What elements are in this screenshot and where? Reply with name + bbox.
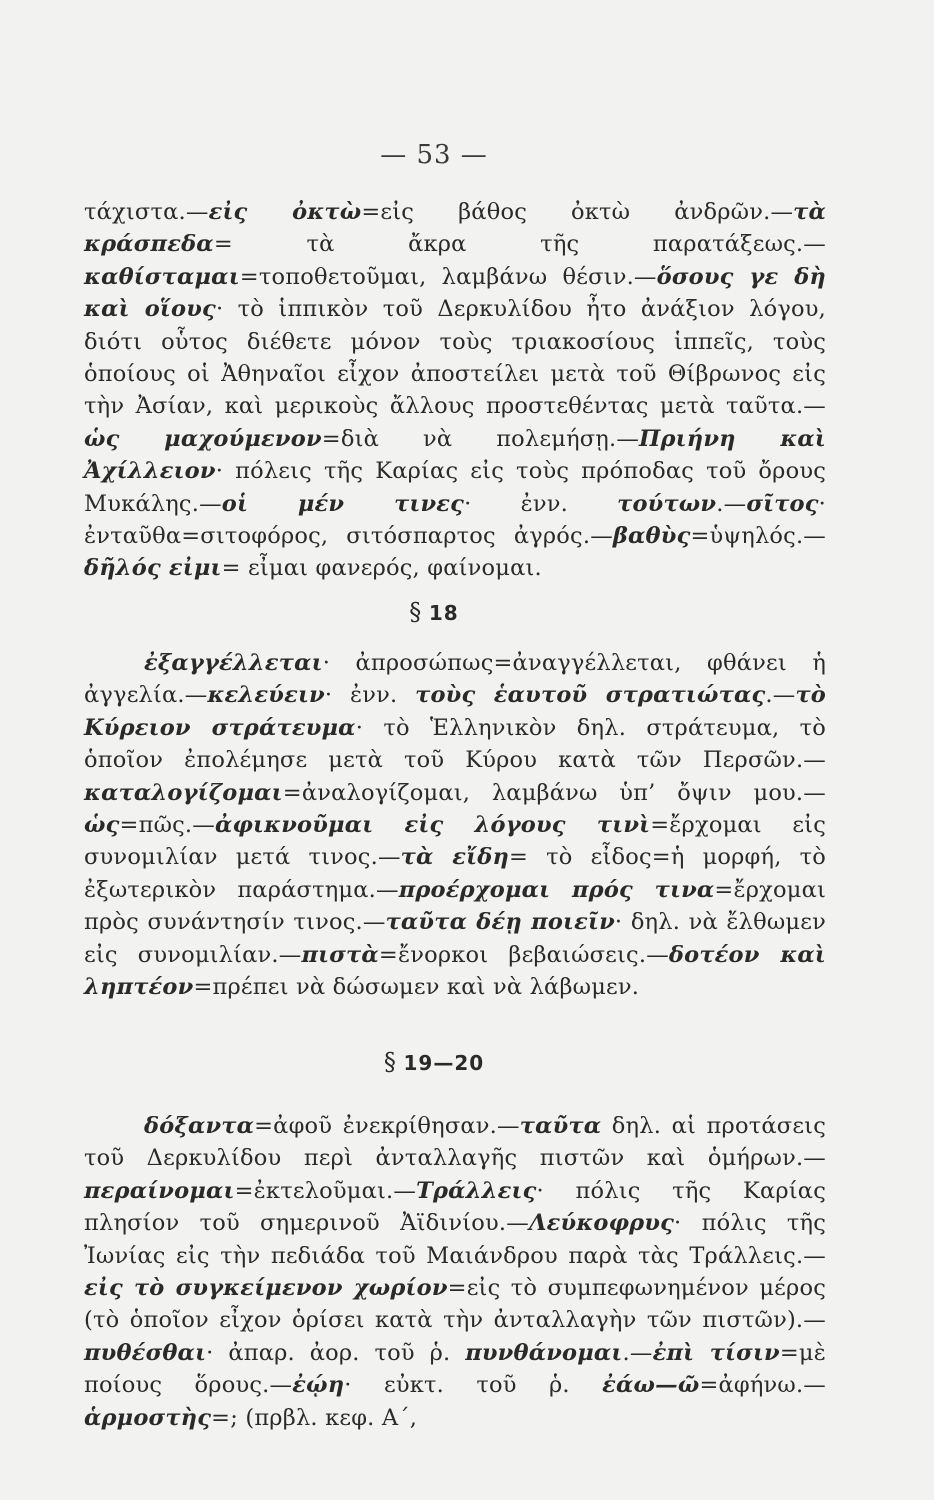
gloss-text: = τὸ εἶδος=ἡ μορφή, τὸ ἐξωτερικὸν παράστημα.— xyxy=(84,844,827,903)
gloss-text: · πόλις τῆς Ἰωνίας εἰς τὴν πεδιάδα τοῦ Μαιάνδρου παρὰ τὰς Τράλλεις.— xyxy=(84,1210,826,1269)
gloss-text: · ἐνν. xyxy=(324,682,416,709)
glossary-term: ἀφικνοῦμαι εἰς λόγους τινὶ xyxy=(214,812,651,839)
gloss-text: δηλ. αἱ προτάσεις τοῦ Δερκυλίδου περὶ ἀνταλλαγῆς πιστῶν καὶ ὁμήρων.— xyxy=(84,1113,826,1172)
glossary-term: τὰ εἴδη xyxy=(400,844,510,871)
glossary-term: ταῦτα xyxy=(519,1113,602,1139)
glossary-term: ἐάω—ῶ xyxy=(602,1372,700,1399)
gloss-text: · ἀπροσώπως=ἀναγγέλλεται, φθάνει ἡ ἀγγελία.— xyxy=(84,650,826,709)
glossary-term: οἱ μέν τινες xyxy=(221,490,465,517)
glossary-term: καθίσταμαι xyxy=(84,263,240,290)
gloss-text: =ἀφοῦ ἐνεκρίθησαν.— xyxy=(254,1113,520,1139)
gloss-text: = τὰ ἄκρα τῆς παρατάξεως.— xyxy=(213,231,826,258)
glossary-term: ὡς xyxy=(84,812,120,839)
gloss-text: =ὑψηλός.— xyxy=(690,523,826,550)
gloss-text: · εὐκτ. τοῦ ῥ. xyxy=(344,1372,603,1399)
glossary-term: βαθὺς xyxy=(612,523,691,550)
glossary-term: ὡς μαχούμενον xyxy=(84,425,322,452)
gloss-text: =τοποθετοῦμαι, λαμβάνω θέσιν.— xyxy=(239,263,657,290)
gloss-text: =ἀναλογίζομαι, λαμβάνω ὑπ’ ὄψιν μου.— xyxy=(282,779,826,806)
gloss-text: =πῶς.— xyxy=(119,812,215,839)
glossary-term: δοτέον καὶ ληπτέον xyxy=(84,941,827,1001)
gloss-text: · πόλις τῆς Καρίας πλησίον τοῦ σημερινοῦ Ἀϊδινίου.— xyxy=(84,1177,826,1237)
gloss-text: = εἶμαι φανερός, φαίνομαι. xyxy=(221,555,542,582)
glossary-term: πυνθάνομαι xyxy=(465,1339,623,1366)
glossary-term: εἰς τὸ συγκείμενον χωρίον xyxy=(84,1275,448,1302)
commentary-paragraph-section-17 xyxy=(84,196,826,585)
glossary-term: ὅσους γε δὴ καὶ οἵους xyxy=(84,263,826,323)
gloss-text: =πρέπει νὰ δώσωμεν καὶ νὰ λάβωμεν. xyxy=(193,974,640,1001)
section-number: 18 xyxy=(428,601,459,625)
gloss-text: · ἐνν. xyxy=(464,490,618,517)
page-number: — 53 — xyxy=(380,140,488,170)
glossary-term: Τράλλεις xyxy=(416,1177,537,1204)
gloss-text: · ἀπαρ. ἀορ. τοῦ ῥ. xyxy=(206,1339,466,1366)
gloss-text: · ἐνταῦθα=σιτοφόρος, σιτόσπαρτος ἀγρός.— xyxy=(84,490,826,550)
glossary-term: πυθέσθαι xyxy=(84,1339,207,1366)
glossary-term: προέρχομαι πρός τινα xyxy=(398,876,715,903)
section-heading-19-20 xyxy=(0,1048,868,1076)
gloss-text: τάχιστα.— xyxy=(84,199,209,225)
commentary-paragraph-section-19-20 xyxy=(84,1110,826,1434)
gloss-text: .— xyxy=(622,1339,653,1366)
glossary-term: Λεύκοφρυς xyxy=(528,1210,675,1237)
glossary-term: τοὺς ἑαυτοῦ στρατιώτας xyxy=(415,682,766,709)
gloss-text: =ἔρχομαι εἰς συνομιλίαν μετά τινος.— xyxy=(84,812,826,871)
section-symbol: § xyxy=(383,1048,396,1076)
glossary-term: καταλογίζομαι xyxy=(84,779,283,806)
gloss-text: =ἀφήνω.— xyxy=(699,1372,827,1399)
glossary-term: ταῦτα δέῃ ποιεῖν xyxy=(385,909,615,936)
glossary-term: δῆλός εἰμι xyxy=(84,555,222,582)
glossary-term: τούτων xyxy=(617,490,717,517)
commentary-paragraph-section-18 xyxy=(84,647,826,1003)
glossary-term: τὰ κράσπεδα xyxy=(84,199,826,258)
gloss-text: =μὲ ποίους ὅρους.— xyxy=(84,1339,826,1399)
glossary-term: Πριήνη καὶ Ἀχίλλειον xyxy=(84,425,827,485)
gloss-text: =ἔνορκοι βεβαιώσεις.— xyxy=(378,941,669,968)
gloss-text: · τὸ ἱππικὸν τοῦ Δερκυλίδου ἦτο ἀνάξιον λόγου, διότι οὗτος διέθετε μόνον τοὺς τριακοσίους ἱππεῖς, τοὺς ὁποίους οἱ Ἀθηναῖοι εἶχον ἀποστείλει μετὰ τοῦ Θίβρωνος εἰς τὴν Ἀσίαν, καὶ μερικοὺς ἄλλους προστεθέντας μετὰ ταῦτα.— xyxy=(84,296,826,420)
glossary-term: κελεύειν xyxy=(207,682,325,709)
glossary-term: ἐπὶ τίσιν xyxy=(652,1339,780,1366)
glossary-term: ἐῴη xyxy=(292,1372,345,1399)
gloss-text: · τὸ Ἑλληνικὸν δηλ. στράτευμα, τὸ ὁποῖον ἐπολέμησε μετὰ τοῦ Κύρου κατὰ τῶν Περσῶν.— xyxy=(84,714,826,774)
section-heading-18 xyxy=(0,598,868,626)
gloss-text: =εἰς τὸ συμπεφωνημένον μέρος (τὸ ὁποῖον εἶχον ὁρίσει κατὰ τὴν ἀνταλλαγὴν τῶν πιστῶν).— xyxy=(84,1275,826,1334)
gloss-text: =διὰ νὰ πολεμήσῃ.— xyxy=(321,425,640,452)
gloss-text: · πόλεις τῆς Καρίας εἰς τοὺς πρόποδας τοῦ ὄρους Μυκάλης.— xyxy=(84,458,826,517)
section-symbol: § xyxy=(409,598,422,626)
glossary-term: ἐξαγγέλλεται xyxy=(144,650,323,676)
glossary-term: σῖτος xyxy=(746,490,819,517)
gloss-text: =εἰς βάθος ὀκτὼ ἀνδρῶν.— xyxy=(361,199,794,225)
glossary-term: ἁρμοστὴς xyxy=(84,1404,212,1431)
gloss-text: =; (πρβλ. κεφ. Α΄, xyxy=(211,1404,418,1431)
section-number: 19—20 xyxy=(403,1051,485,1075)
gloss-text: =ἔρχομαι πρὸς συνάντησίν τινος.— xyxy=(84,876,826,936)
gloss-text: · δηλ. νὰ ἔλθωμεν εἰς συνομιλίαν.— xyxy=(84,909,826,968)
gloss-text: =ἐκτελοῦμαι.— xyxy=(234,1177,417,1204)
gloss-text: .— xyxy=(716,490,747,517)
glossary-term: δόξαντα xyxy=(144,1113,255,1139)
glossary-term: πιστὰ xyxy=(301,941,379,968)
glossary-term: τὸ Κύρειον στράτευμα xyxy=(84,682,826,741)
glossary-term: εἰς ὀκτὼ xyxy=(208,199,362,225)
glossary-term: περαίνομαι xyxy=(84,1177,235,1204)
gloss-text: .— xyxy=(765,682,796,709)
